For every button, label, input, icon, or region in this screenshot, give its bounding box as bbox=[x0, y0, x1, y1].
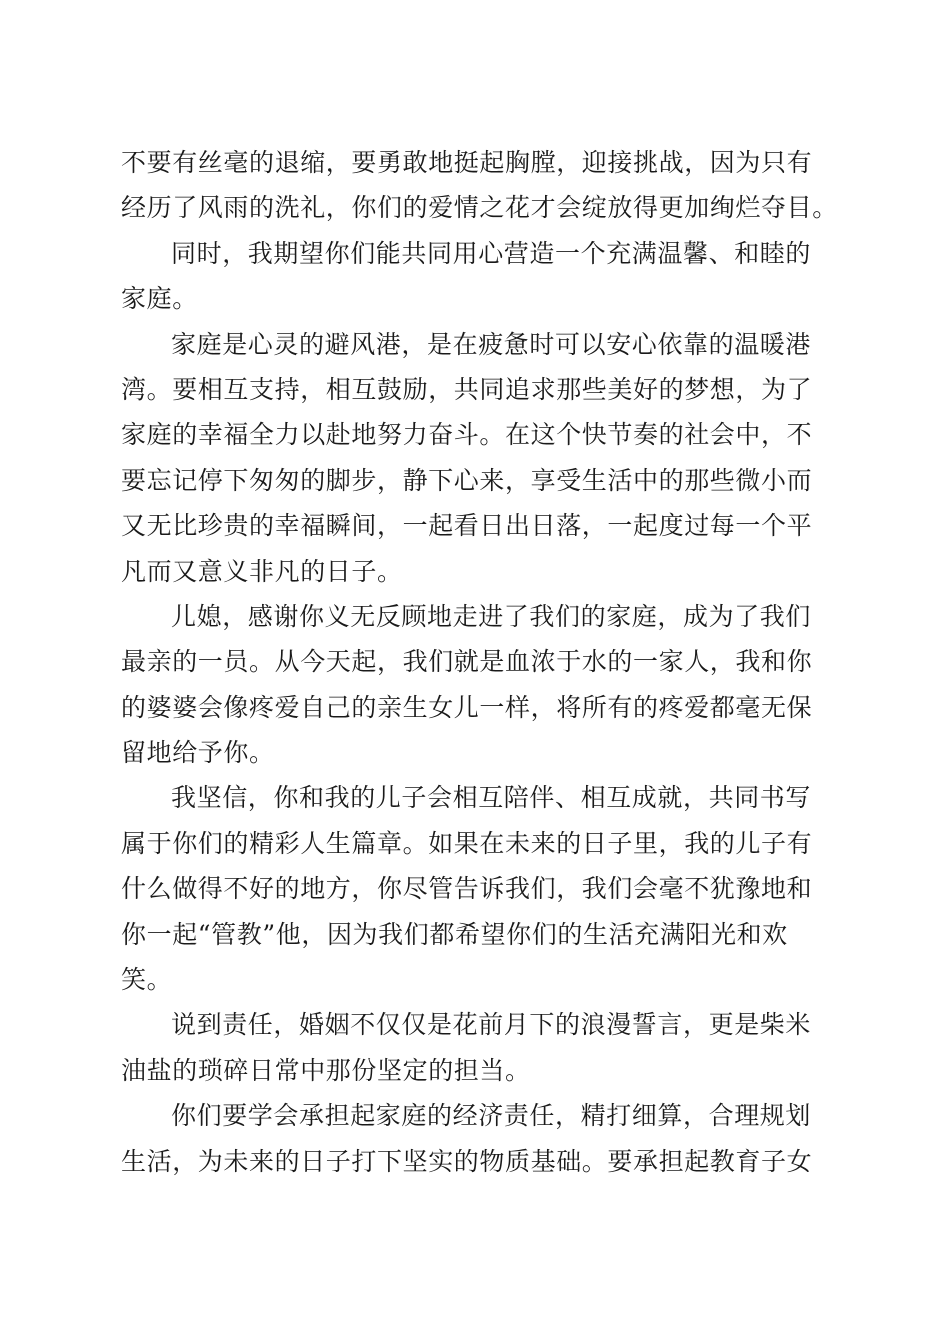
text-line: 凡而又意义非凡的日子。 bbox=[121, 556, 403, 586]
text-line: 笑。 bbox=[121, 965, 173, 995]
text-line: 油盐的琐碎日常中那份坚定的担当。 bbox=[121, 1055, 531, 1085]
text-line: 属于你们的精彩人生篇章。如果在未来的日子里，我的儿子有 bbox=[121, 828, 813, 858]
body-text bbox=[121, 140, 838, 1184]
text-line: 湾。要相互支持，相互鼓励，共同追求那些美好的梦想，为了 bbox=[121, 374, 813, 404]
text-line: 家庭。 bbox=[121, 284, 198, 314]
text-line: 生活，为未来的日子打下坚实的物质基础。要承担起教育子女 bbox=[121, 1146, 813, 1176]
paragraph-first-line: 家庭是心灵的避风港，是在疲惫时可以安心依靠的温暖港 bbox=[171, 329, 812, 359]
paragraph-first-line: 说到责任，婚姻不仅仅是花前月下的浪漫誓言，更是柴米 bbox=[171, 1010, 812, 1040]
paragraph-first-line: 我坚信，你和我的儿子会相互陪伴、相互成就，共同书写 bbox=[171, 783, 812, 813]
paragraph-first-line: 同时，我期望你们能共同用心营造一个充满温馨、和睦的 bbox=[171, 238, 812, 268]
text-line: 什么做得不好的地方，你尽管告诉我们，我们会毫不犹豫地和 bbox=[121, 874, 813, 904]
text-line: 的婆婆会像疼爱自己的亲生女儿一样，将所有的疼爱都毫无保 bbox=[121, 692, 813, 722]
text-line: 不要有丝毫的退缩，要勇敢地挺起胸膛，迎接挑战，因为只有 bbox=[121, 148, 813, 177]
text-line: 留地给予你。 bbox=[121, 738, 275, 768]
text-line: 你一起“管教”他，因为我们都希望你们的生活充满阳光和欢 bbox=[121, 919, 788, 949]
paragraph-first-line: 儿媳，感谢你义无反顾地走进了我们的家庭，成为了我们 bbox=[171, 601, 812, 631]
paragraph-first-line: 你们要学会承担起家庭的经济责任，精打细算，合理规划 bbox=[171, 1101, 812, 1131]
text-line: 又无比珍贵的幸福瞬间，一起看日出日落，一起度过每一个平 bbox=[121, 511, 813, 541]
text-line: 经历了风雨的洗礼，你们的爱情之花才会绽放得更加绚烂夺目。 bbox=[121, 193, 838, 223]
text-line: 最亲的一员。从今天起，我们就是血浓于水的一家人，我和你 bbox=[121, 647, 813, 677]
text-line: 家庭的幸福全力以赴地努力奋斗。在这个快节奏的社会中，不 bbox=[121, 420, 813, 450]
text-line: 要忘记停下匆匆的脚步，静下心来，享受生活中的那些微小而 bbox=[121, 465, 813, 495]
